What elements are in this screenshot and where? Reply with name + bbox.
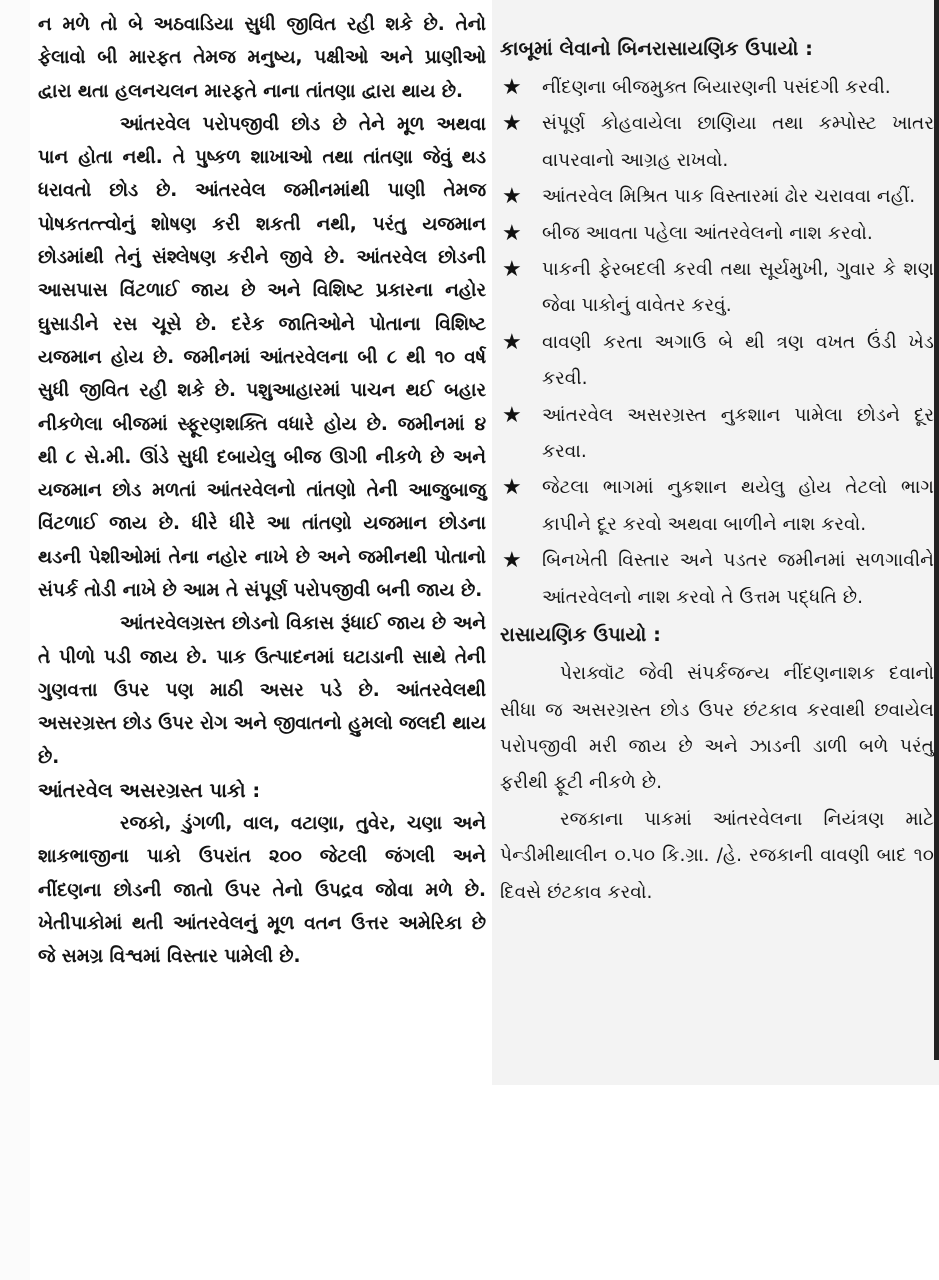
paragraph-chemical-2: રજકાના પાકમાં આંતરવેલના નિયંત્રણ માટે પેન્ડીમીથાલીન ૦.૫૦ કિ.ગ્રા. /હે. રજકાની વાવણી બાદ ૧૦ દિવસે છંટકાવ કરવો. — [500, 808, 934, 903]
paragraph-spread: ન મળે તો બે અઠવાડિયા સુધી જીવિત રહી શકે છે. તેનો ફેલાવો બી મારફત તેમજ મનુષ્ય, પક્ષીઓ અને પ્રાણીઓ દ્વારા થતા હલનચલન મારફતે નાના તાંતણા દ્વારા થાય છે. — [38, 14, 486, 102]
list-item: ★ બિનખેતી વિસ્તાર અને પડતર જમીનમાં સળગાવીને આંતરવેલનો નાશ કરવો તે ઉત્તમ પદ્ધતિ છે. — [500, 543, 934, 616]
star-bullet-icon: ★ — [502, 75, 522, 100]
page-margin — [0, 0, 30, 1280]
paragraph-description: આંતરવેલ પરોપજીવી છોડ છે તેને મૂળ અથવા પાન હોતા નથી. તે પુષ્કળ શાખાઓ તથા તાંતણા જેવું થડ ધરાવતો છોડ છે. આંતરવેલ જમીનમાંથી પાણી તેમજ પોષકતત્ત્વોનું શોષણ કરી શકતી નથી, પરંતુ યજમાન છોડમાંથી તેનું સંશ્લેષણ કરીને જીવે છે. આંતરવેલ છોડની આસપાસ વિંટળાઈ જાય છે અને વિશિષ્ટ પ્રકારના નહોર ઘુસાડીને રસ ચૂસે છે. દરેક જાતિઓને પોતાના વિશિષ્ટ યજમાન હોય છે. જમીનમાં આંતરવેલના બી ૮ થી ૧૦ વર્ષ સુધી જીવિત રહી શકે છે. પશુઆહારમાં પાચન થઈ બહાર નીકળેલા બીજમાં સ્ફૂરણશક્તિ વધારે હોય છે. જમીનમાં ૪ થી ૮ સે.મી. ઊંડે સુધી દબાયેલુ બીજ ઊગી નીકળે છે અને યજમાન છોડ મળતાં આંતરવેલનો તાંતણો તેની આજુબાજુ વિંટળાઈ જાય છે. ધીરે ધીરે આ તાંતણો યજમાન છોડના થડની પેશીઓમાં તેના નહોર નાખે છે અને જમીનથી પોતાનો સંપર્ક તોડી નાખે છે આમ તે સંપૂર્ણ પરોપજીવી બની જાય છે. — [38, 113, 486, 602]
paragraph-damage: આંતરવેલગ્રસ્ત છોડનો વિકાસ રૂંધાઈ જાય છે અને તે પીળો પડી જાય છે. પાક ઉત્પાદનમાં ઘટાડાની સાથે તેની ગુણવત્તા ઉપર પણ માઠી અસર પડે છે. આંતરવેલથી અસરગ્રસ્ત છોડ ઉપર રોગ અને જીવાતનો હુમલો જલદી થાય છે. — [38, 613, 486, 768]
list-item: ★ આંતરવેલ અસરગ્રસ્ત નુકશાન પામેલા છોડને દૂર કરવા. — [500, 398, 934, 471]
list-item: ★ જેટલા ભાગમાં નુકશાન થયેલુ હોય તેટલો ભાગ કાપીને દૂર કરવો અથવા બાળીને નાશ કરવો. — [500, 470, 934, 543]
list-item: ★ આંતરવેલ મિશ્રિત પાક વિસ્તારમાં ઢોર ચરાવવા નહીં. — [500, 179, 934, 215]
non-chemical-list — [500, 70, 934, 616]
paragraph-chemical-1: પેરાક્વૉટ જેવી સંપર્કજન્ય નીંદણનાશક દવાનો સીધા જ અસરગ્રસ્ત છોડ ઉપર છંટકાવ કરવાથી છવાયેલ પરોપજીવી મરી જાય છે અને ઝાડની ડાળી બળે પરંતુ ફરીથી ફૂટી નીકળે છે. — [500, 663, 934, 794]
star-bullet-icon: ★ — [502, 548, 522, 574]
list-item: ★ વાવણી કરતા અગાઉ બે થી ત્રણ વખત ઉંડી ખેડ કરવી. — [500, 325, 934, 398]
list-item: ★ નીંદણના બીજમુક્ત બિયારણની પસંદગી કરવી. — [500, 70, 934, 106]
section-heading-non-chemical: કાબૂમાં લેવાનો બિનરાસાયણિક ઉપાયો : — [500, 37, 813, 60]
left-column — [38, 8, 486, 974]
star-bullet-icon: ★ — [502, 475, 522, 501]
star-bullet-icon: ★ — [502, 184, 522, 210]
page-edge-shadow — [934, 0, 939, 1060]
list-item: ★ પાકની ફેરબદલી કરવી તથા સૂર્યમુખી, ગુવાર કે શણ જેવા પાકોનું વાવેતર કરવું. — [500, 252, 934, 325]
list-item: ★ સંપૂર્ણ કોહવાયેલા છાણિયા તથા કમ્પોસ્ટ ખાતર વાપરવાનો આગ્રહ રાખવો. — [500, 106, 934, 179]
star-bullet-icon: ★ — [502, 402, 522, 428]
list-item: ★ બીજ આવતા પહેલા આંતરવેલનો નાશ કરવો. — [500, 216, 934, 252]
right-column — [500, 30, 934, 911]
star-bullet-icon: ★ — [502, 257, 522, 283]
star-bullet-icon: ★ — [502, 220, 522, 246]
section-heading-chemical: રાસાયણિક ઉપાયો : — [500, 623, 661, 647]
section-heading-affected-crops: આંતરવેલ અસરગ્રસ્ત પાકો : — [38, 778, 261, 802]
paragraph-affected-crops: રજકો, ડુંગળી, વાલ, વટાણા, તુવેર, ચણા અને શાકભાજીના પાકો ઉપરાંત ૨૦૦ જેટલી જંગલી અને નીંદણના છોડની જાતો ઉપર તેનો ઉપદ્રવ જોવા મળે છે. ખેતીપાકોમાં થતી આંતરવેલનું મૂળ વતન ઉત્તર અમેરિકા છે જે સમગ્ર વિશ્વમાં વિસ્તાર પામેલી છે. — [38, 813, 486, 968]
star-bullet-icon: ★ — [502, 329, 522, 355]
star-bullet-icon: ★ — [502, 111, 522, 137]
